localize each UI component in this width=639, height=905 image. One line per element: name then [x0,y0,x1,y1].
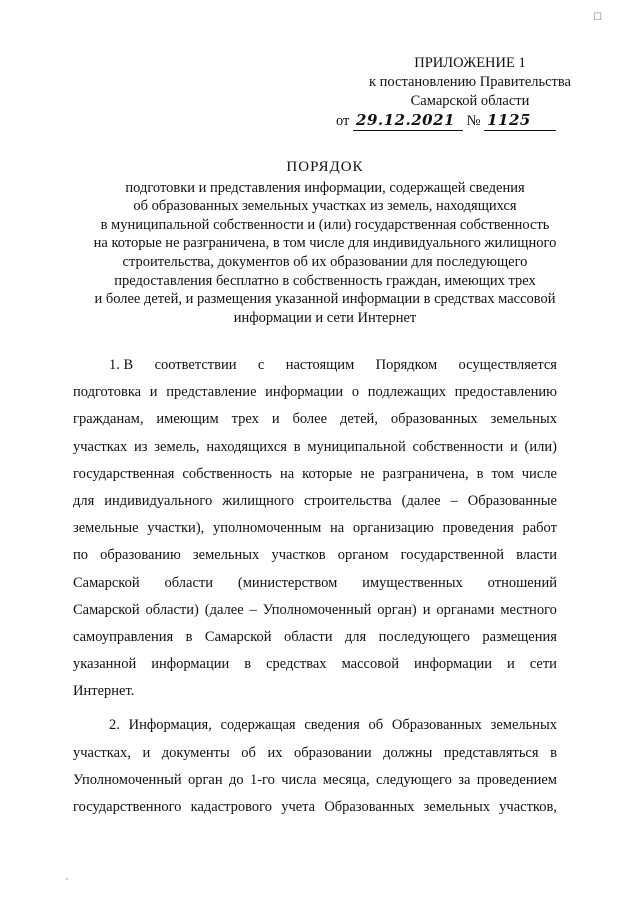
word: Уполномоченный [73,771,182,788]
paragraph-1-line [73,461,557,488]
paragraph-1-line [73,379,557,406]
word: Образованных [391,717,482,734]
word: учета [281,799,316,815]
word: местного [500,601,557,618]
word: области [164,574,213,591]
heading-line: информации и сети Интернет [233,309,417,326]
word: собственность [182,465,272,482]
word: (министерством [237,574,338,591]
word: их [267,744,283,761]
paragraph-1-line [73,651,557,678]
word: орган [187,771,223,788]
word: имеющим [156,411,219,428]
word: на [329,520,345,537]
appendix-region-line: Самарской области [410,93,530,109]
document-body [73,352,557,821]
word: органом [337,547,389,564]
word: Самарской [73,574,140,591]
word: земельных [423,799,490,815]
word: трех [231,411,259,428]
word: соответствии [154,357,237,373]
word: (или) [524,438,557,455]
paragraph-1-line [73,542,557,569]
heading-line: строительства, документов об их образовании для последующего [122,253,528,270]
word: на [279,465,295,482]
word: содержащая [220,717,296,734]
word: муниципальной [307,438,406,455]
word: массовой [341,656,399,673]
word: указанной [73,656,137,673]
word: образовании [294,744,372,761]
number-sign: № [466,113,481,129]
word: для [73,492,95,509]
appendix-block [330,54,610,131]
word: информации [265,384,344,401]
heading-line: и более детей, и размещения указанной информации в средствах массовой [94,291,556,308]
word: предоставлению [454,384,557,401]
word: участков [271,547,326,564]
paragraph-2-line [73,794,557,821]
word: следующего [376,771,452,788]
word: в [185,628,193,645]
word: об [241,744,256,761]
word: по [73,547,89,564]
word: строительства [303,492,392,509]
word: документы [161,744,230,761]
handwritten-date: 29.12.2021 [353,111,463,131]
word: области) [145,601,199,618]
paragraph-1-line [73,406,557,433]
word: жилищного [222,492,294,509]
word: самоуправления [73,628,174,645]
word: Интернет. [73,683,135,700]
word: сведения [304,717,360,734]
word: орган) [377,601,417,618]
word: за [458,771,471,788]
word: земельные [73,520,139,537]
word: области [283,628,333,645]
word: детей, [339,411,378,428]
word: до [228,771,244,788]
word: собственности [412,438,504,455]
word: 1. В [109,357,134,373]
word: об [368,717,384,734]
paragraph-2-line [73,712,557,739]
word: и [271,411,280,428]
word: отношений [487,574,557,591]
word: Образованных [324,799,415,815]
word: и [142,744,151,761]
word: (далее [401,492,441,509]
word: органами [436,601,495,618]
word: о [351,384,360,401]
word: информации [151,656,230,673]
word: с [257,357,265,373]
word: индивидуального [104,492,213,509]
word: имущественных [362,574,463,591]
word: числе [521,465,557,482]
word: осуществляется [458,357,557,373]
word: том [491,465,514,482]
word: уполномоченным [212,520,322,537]
word: государственного [73,799,182,815]
word: проведения [442,520,514,537]
word: участки), [147,520,205,537]
word: должны [383,744,433,761]
handwritten-number: 1125 [484,111,556,131]
appendix-decree-line: к постановлению Правительства [369,74,571,90]
word: земельных [490,717,557,734]
paragraph-1-line [73,515,557,542]
word: земель, [154,438,200,455]
paragraph-1-line [73,488,557,515]
date-prefix: от [336,113,350,129]
word: представляться [443,744,539,761]
heading-line: предоставления бесплатно в собственность граждан, имеющих трех [114,272,536,289]
word: – [450,492,458,509]
word: организацию [352,520,434,537]
word: государственная [73,465,175,482]
appendix-date-number-line [330,111,610,131]
word: для [344,628,367,645]
heading-line: подготовки и представления информации, содержащей сведения [125,179,525,196]
heading-line: в муниципальной собственности и (или) государственная собственность [100,216,550,233]
document-title: ПОРЯДОК [286,159,364,175]
word: настоящим [285,357,355,373]
heading-line: на которые не разграничена, в том числе для индивидуального жилищного [93,235,557,252]
word: участках, [73,744,131,761]
word: земельных [490,411,557,428]
word: гражданам, [73,411,144,428]
word: (далее [204,601,244,618]
paragraph-1-line [73,597,557,624]
word: не [360,465,375,482]
word: в [244,656,252,673]
word: образованию [100,547,181,564]
word: и [149,384,158,401]
appendix-title: ПРИЛОЖЕНИЕ 1 [414,55,526,71]
paragraph-2-line [73,767,557,794]
word: Уполномоченный [262,601,372,618]
paragraph-2-line [73,740,557,767]
word: и [507,656,515,673]
word: месяца, [322,771,370,788]
corner-checkbox-mark: ☐ [593,12,602,23]
word: Самарской [204,628,272,645]
word: Образованные [467,492,557,509]
word: Порядком [375,357,438,373]
word: образованных [390,411,478,428]
word: и [509,438,518,455]
word: земельных [192,547,260,564]
word: в [476,465,484,482]
word: в [293,438,301,455]
paragraph-1-line [73,678,557,705]
word: информации [413,656,492,673]
word: власти [516,547,557,564]
word: Самарской [73,601,140,618]
word: из [134,438,148,455]
scan-speck [66,878,68,880]
heading-line: об образованных земельных участках из земель, находящихся [133,198,517,215]
paragraph-1-line [73,624,557,651]
word: представление [166,384,257,401]
word: и [422,601,431,618]
word: подлежащих [367,384,447,401]
word: государственной [400,547,504,564]
word: числа [281,771,317,788]
word: сети [529,656,557,673]
word: 1-го [249,771,275,788]
word: размещения [482,628,557,645]
word: подготовка [73,384,142,401]
word: последующего [378,628,470,645]
word: 2. [109,717,120,734]
paragraph-1-line [73,570,557,597]
word: участках [73,438,128,455]
word: проведением [476,771,557,788]
word: в [550,744,557,761]
word: – [249,601,257,618]
paragraph-1-line [73,434,557,461]
paragraph-1-line [73,352,557,379]
word: находящихся [206,438,287,455]
word: Информация, [128,717,212,734]
word: работ [522,520,557,537]
word: кадастрового [190,799,272,815]
word: более [292,411,328,428]
word: средствах [266,656,327,673]
word: разграничена, [382,465,469,482]
paragraph-gap [73,705,557,712]
word: которые [302,465,353,482]
word: участков, [499,799,557,815]
document-heading [40,158,610,327]
